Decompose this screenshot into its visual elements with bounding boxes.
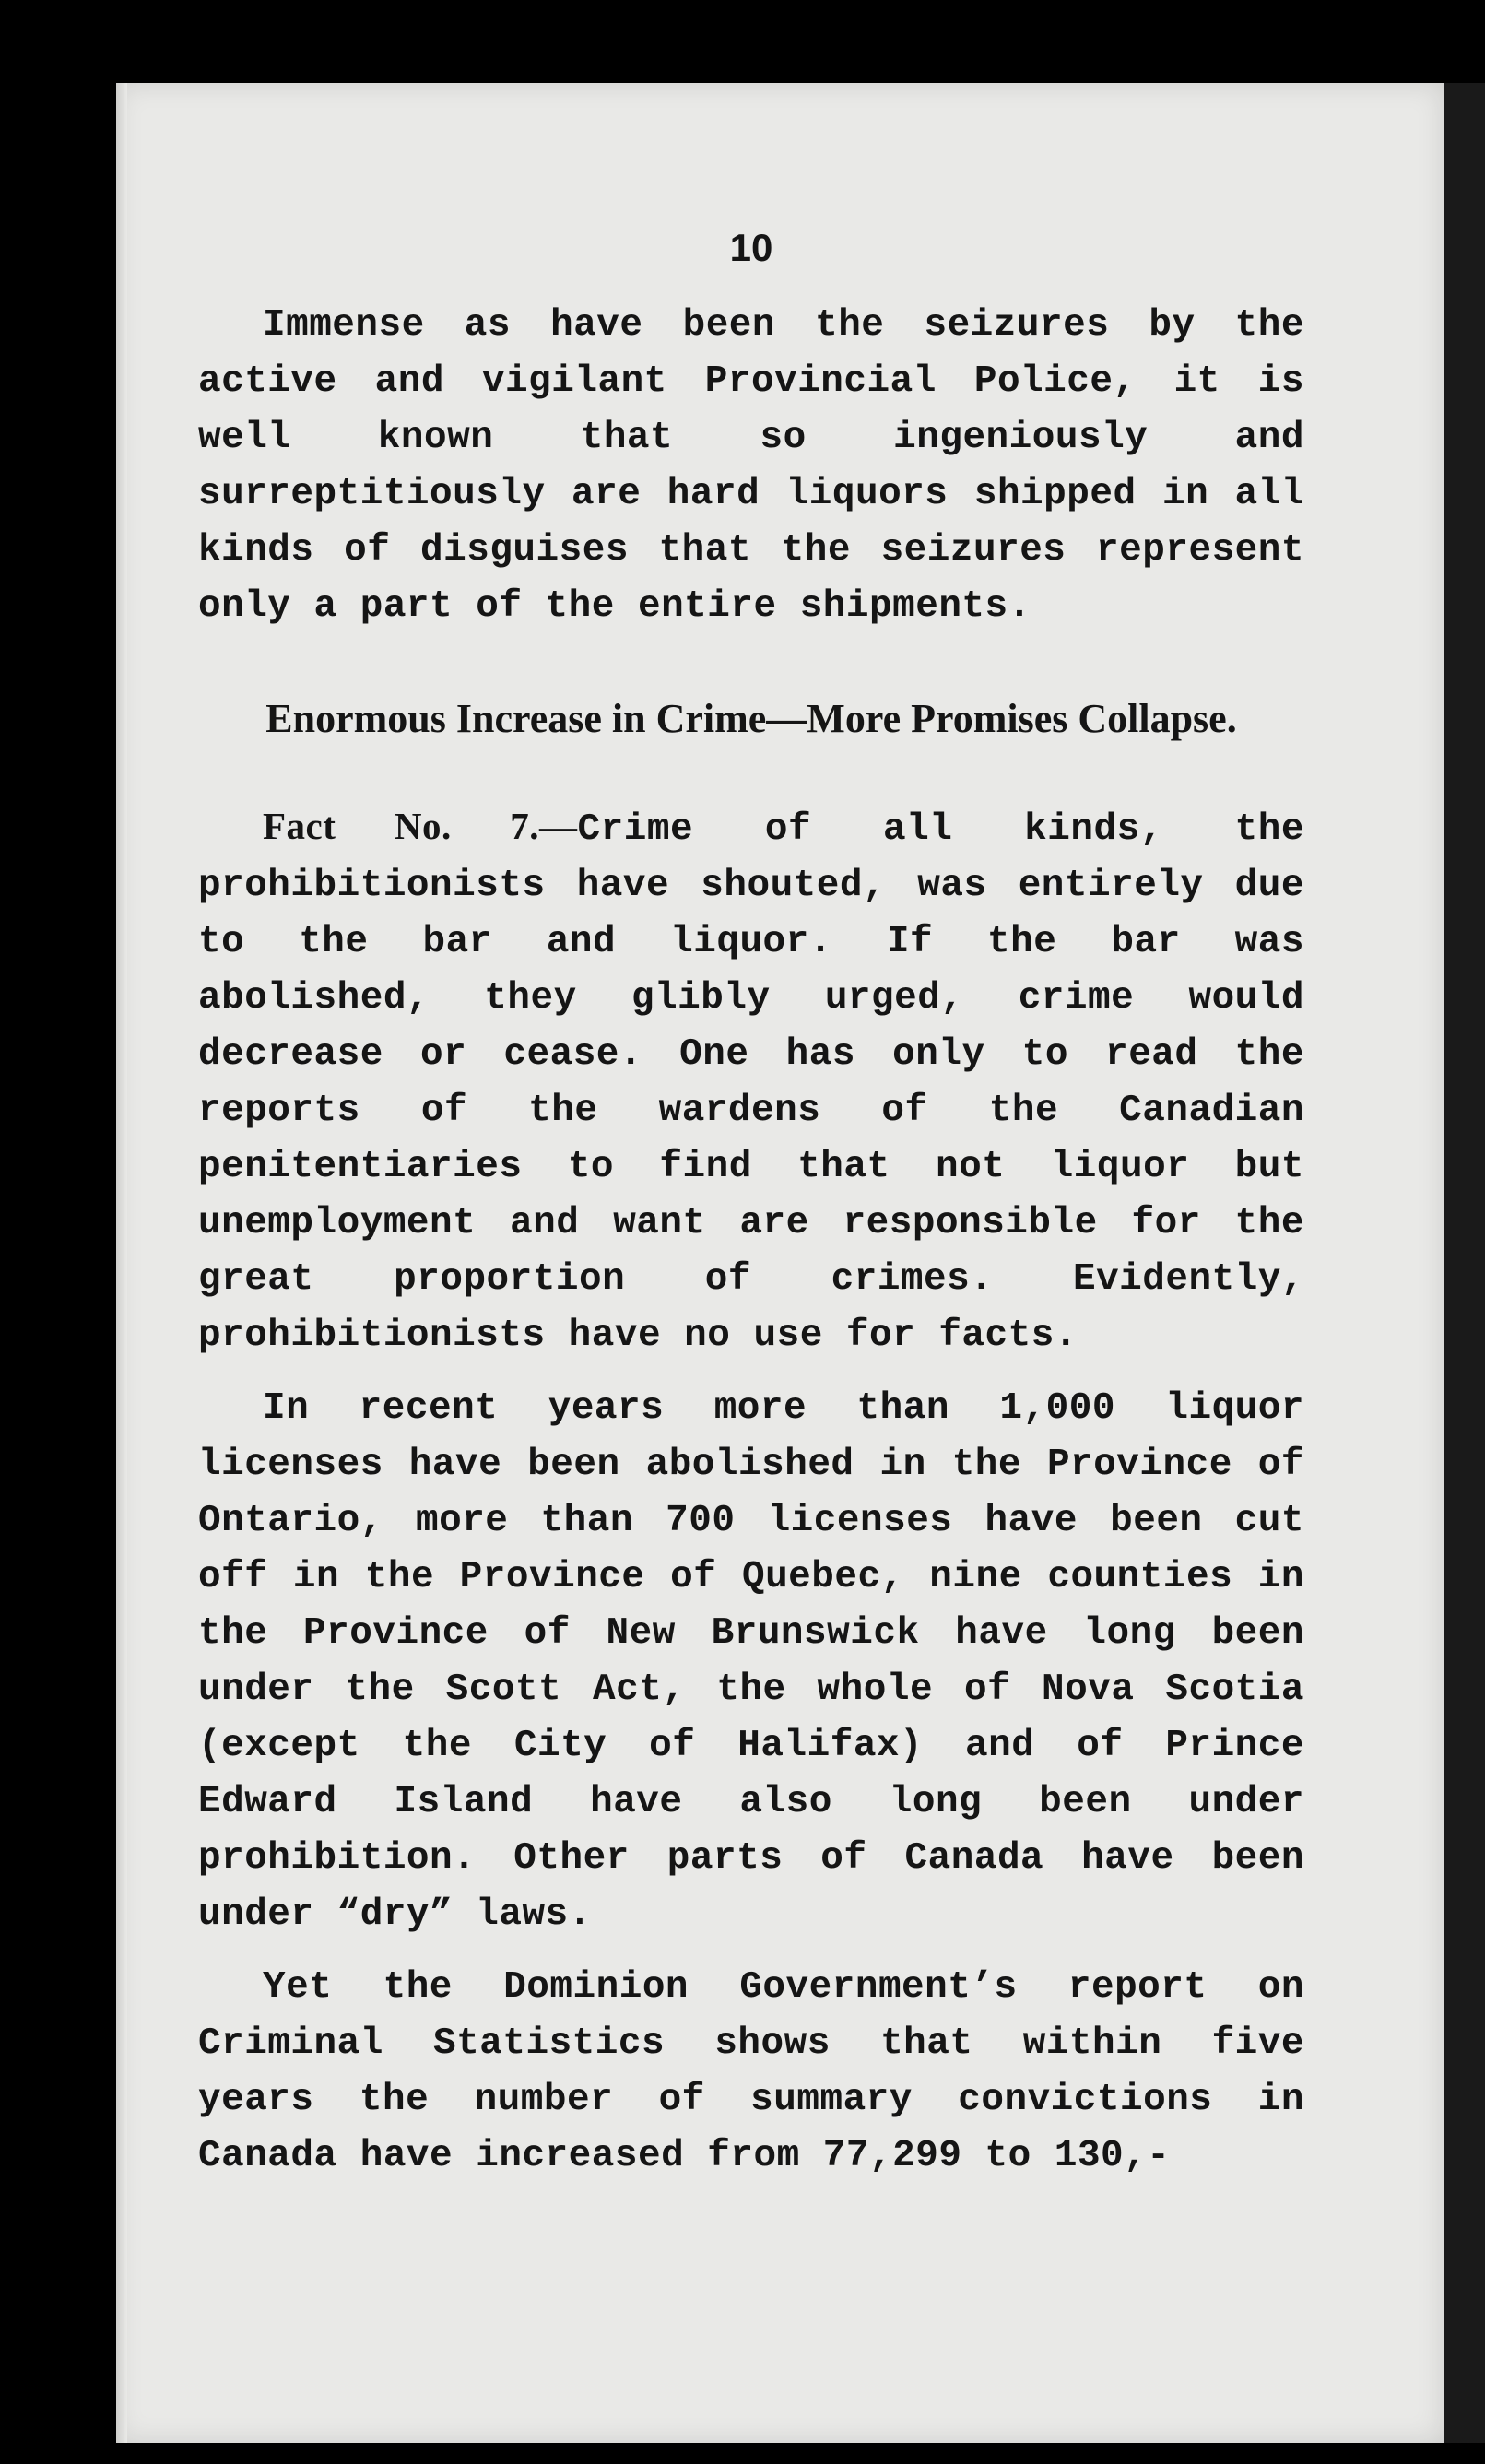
page-content bbox=[198, 226, 1304, 2201]
page-binding-edge bbox=[116, 83, 127, 2443]
fact-7-lead: Fact No. 7.— bbox=[263, 805, 578, 847]
section-heading: Enormous Increase in Crime—More Promises Collapse. bbox=[265, 696, 1237, 741]
fact-7-text: Crime of all kinds, the prohibitionists have shouted, was entirely due to the bar and liquor. If the bar was abolished, they glibly urged, crime would decrease or cease. One has only to read the reports of the wardens of the Canadian penitentiaries to find that not liquor but unemployment and want are responsible for the great proportion of crimes. Evidently, prohibitionists have no use for facts. bbox=[198, 808, 1304, 1357]
paragraph-fact-7 bbox=[198, 798, 1304, 1364]
paragraph-licenses: In recent years more than 1,000 liquor licenses have been abolished in the Province of Ontario, more than 700 licenses have been cut off in the Province of Quebec, nine counties in the Province of New Brunswick have long been under the Scott Act, the whole of Nova Scotia (except the City of Halifax) and of Prince Edward Island have also long been under prohibition. Other parts of Canada have been under “dry” laws. bbox=[198, 1387, 1304, 1936]
page-number: 10 bbox=[729, 226, 773, 269]
paragraph-statistics: Yet the Dominion Government’s report on Criminal Statistics shows that within five years the number of summary convictions in Canada have increased from 77,299 to 130,- bbox=[198, 1966, 1304, 2177]
adjacent-page-edge bbox=[1444, 83, 1485, 2443]
paragraph-seizures: Immense as have been the seizures by the active and vigilant Provincial Police, it is well known that so ingeniously and surreptitiously are hard liquors shipped in all kinds of disguises that the seizures represent only a part of the entire shipments. bbox=[198, 304, 1304, 628]
